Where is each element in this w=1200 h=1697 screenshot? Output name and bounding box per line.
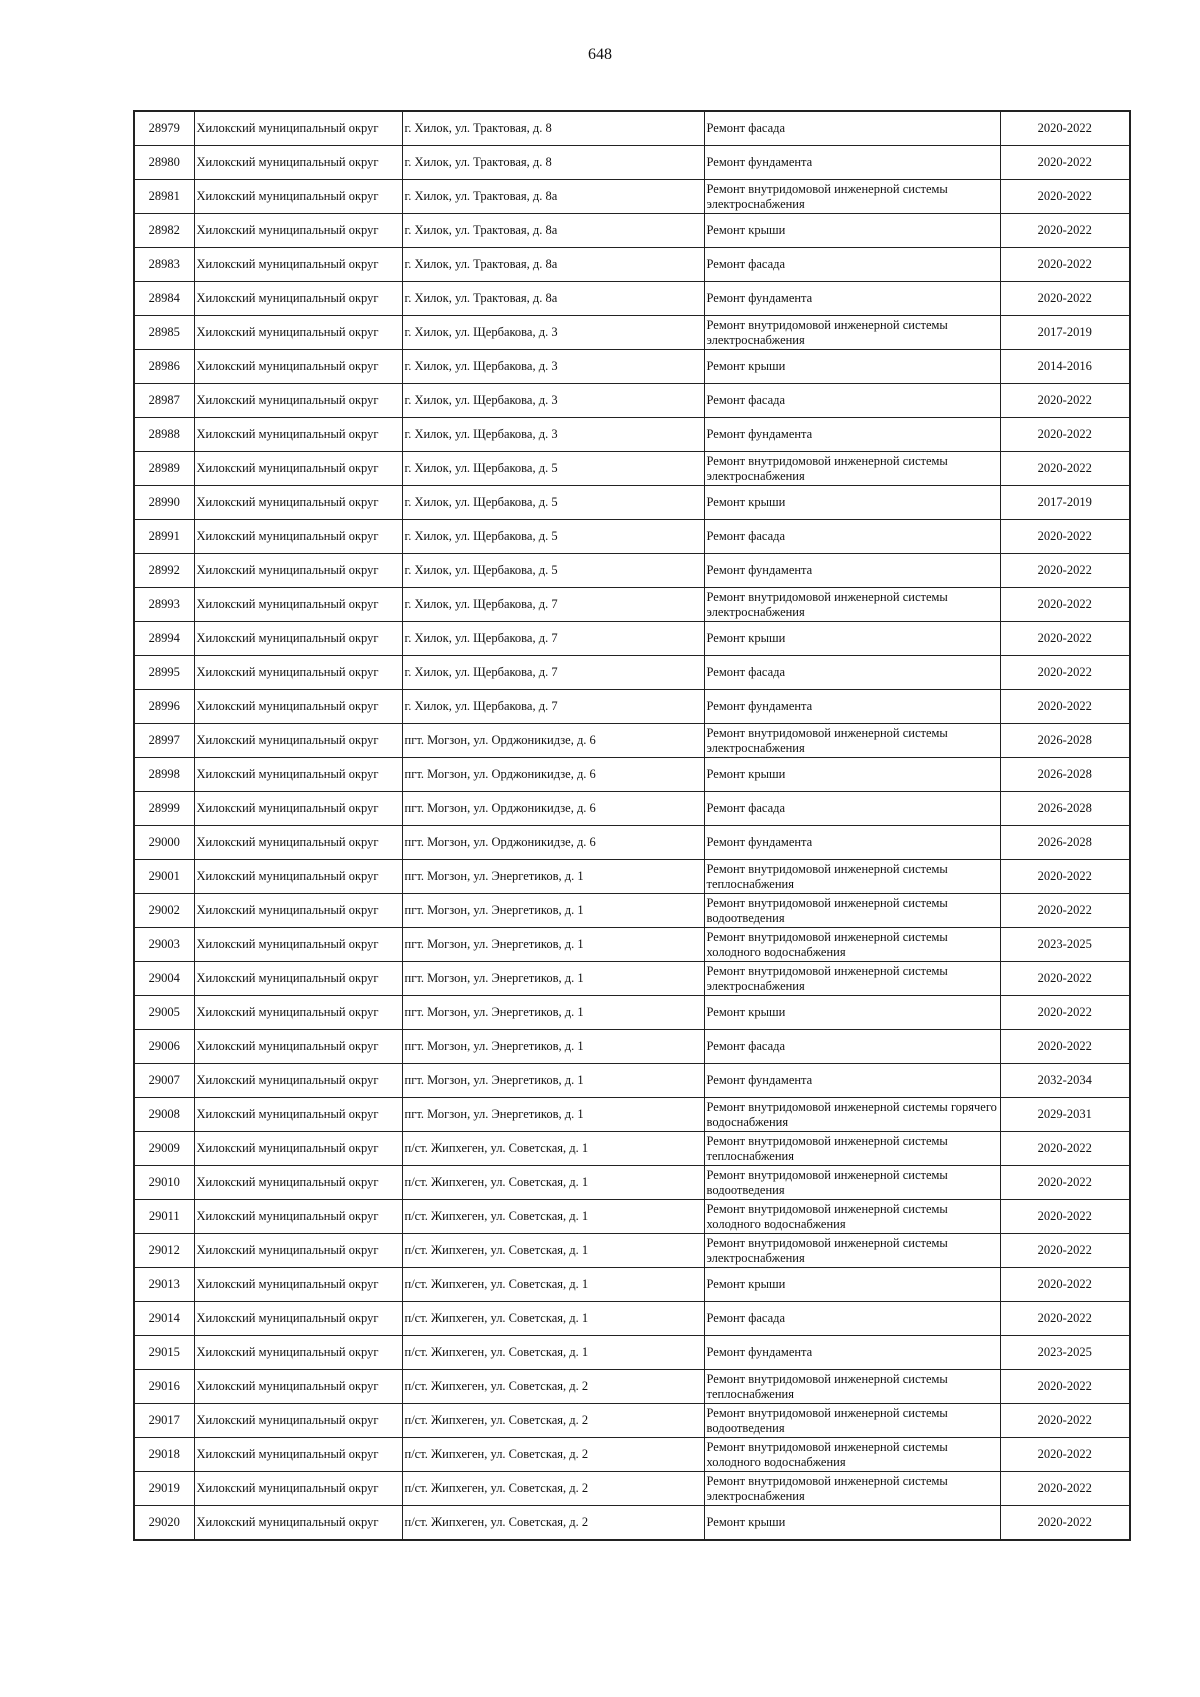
work-type-cell: Ремонт фасада <box>704 656 1000 690</box>
municipality-cell: Хилокский муниципальный округ <box>194 520 402 554</box>
municipality-cell: Хилокский муниципальный округ <box>194 724 402 758</box>
record-number-cell: 28987 <box>134 384 194 418</box>
record-number-cell: 29018 <box>134 1438 194 1472</box>
address-cell: г. Хилок, ул. Щербакова, д. 7 <box>402 588 704 622</box>
address-cell: г. Хилок, ул. Щербакова, д. 7 <box>402 622 704 656</box>
period-cell: 2017-2019 <box>1000 316 1130 350</box>
period-cell: 2020-2022 <box>1000 996 1130 1030</box>
municipality-cell: Хилокский муниципальный округ <box>194 1268 402 1302</box>
period-cell: 2020-2022 <box>1000 1438 1130 1472</box>
record-number-cell: 28981 <box>134 180 194 214</box>
table-row <box>134 214 1130 248</box>
table-row <box>134 248 1130 282</box>
work-type-cell: Ремонт внутридомовой инженерной системы электроснабжения <box>704 588 1000 622</box>
municipality-cell: Хилокский муниципальный округ <box>194 1200 402 1234</box>
municipality-cell: Хилокский муниципальный округ <box>194 1370 402 1404</box>
period-cell: 2020-2022 <box>1000 860 1130 894</box>
municipality-cell: Хилокский муниципальный округ <box>194 1234 402 1268</box>
table-row <box>134 1166 1130 1200</box>
period-cell: 2020-2022 <box>1000 554 1130 588</box>
address-cell: пгт. Могзон, ул. Энергетиков, д. 1 <box>402 1030 704 1064</box>
municipality-cell: Хилокский муниципальный округ <box>194 996 402 1030</box>
record-number-cell: 29013 <box>134 1268 194 1302</box>
period-cell: 2017-2019 <box>1000 486 1130 520</box>
table-row <box>134 792 1130 826</box>
address-cell: г. Хилок, ул. Щербакова, д. 7 <box>402 690 704 724</box>
period-cell: 2020-2022 <box>1000 1472 1130 1506</box>
period-cell: 2020-2022 <box>1000 1200 1130 1234</box>
record-number-cell: 29008 <box>134 1098 194 1132</box>
work-type-cell: Ремонт внутридомовой инженерной системы электроснабжения <box>704 180 1000 214</box>
period-cell: 2014-2016 <box>1000 350 1130 384</box>
period-cell: 2026-2028 <box>1000 826 1130 860</box>
work-type-cell: Ремонт крыши <box>704 214 1000 248</box>
address-cell: пгт. Могзон, ул. Энергетиков, д. 1 <box>402 860 704 894</box>
period-cell: 2020-2022 <box>1000 418 1130 452</box>
period-cell: 2026-2028 <box>1000 724 1130 758</box>
table-body <box>134 111 1130 1540</box>
work-type-cell: Ремонт крыши <box>704 350 1000 384</box>
period-cell: 2020-2022 <box>1000 1302 1130 1336</box>
period-cell: 2026-2028 <box>1000 792 1130 826</box>
table-row <box>134 622 1130 656</box>
table-row <box>134 486 1130 520</box>
municipality-cell: Хилокский муниципальный округ <box>194 1438 402 1472</box>
period-cell: 2023-2025 <box>1000 1336 1130 1370</box>
address-cell: г. Хилок, ул. Щербакова, д. 5 <box>402 452 704 486</box>
table-row <box>134 928 1130 962</box>
municipality-cell: Хилокский муниципальный округ <box>194 860 402 894</box>
period-cell: 2032-2034 <box>1000 1064 1130 1098</box>
municipality-cell: Хилокский муниципальный округ <box>194 792 402 826</box>
record-number-cell: 29003 <box>134 928 194 962</box>
table-row <box>134 350 1130 384</box>
work-type-cell: Ремонт крыши <box>704 622 1000 656</box>
municipality-cell: Хилокский муниципальный округ <box>194 384 402 418</box>
address-cell: п/ст. Жипхеген, ул. Советская, д. 2 <box>402 1506 704 1541</box>
period-cell: 2020-2022 <box>1000 452 1130 486</box>
address-cell: г. Хилок, ул. Щербакова, д. 3 <box>402 316 704 350</box>
period-cell: 2020-2022 <box>1000 146 1130 180</box>
record-number-cell: 28993 <box>134 588 194 622</box>
work-type-cell: Ремонт фундамента <box>704 826 1000 860</box>
period-cell: 2020-2022 <box>1000 1132 1130 1166</box>
record-number-cell: 29004 <box>134 962 194 996</box>
period-cell: 2026-2028 <box>1000 758 1130 792</box>
table-row <box>134 1098 1130 1132</box>
work-type-cell: Ремонт внутридомовой инженерной системы теплоснабжения <box>704 1370 1000 1404</box>
table-row <box>134 1370 1130 1404</box>
municipality-cell: Хилокский муниципальный округ <box>194 146 402 180</box>
record-number-cell: 29005 <box>134 996 194 1030</box>
table-row <box>134 1438 1130 1472</box>
work-type-cell: Ремонт внутридомовой инженерной системы электроснабжения <box>704 452 1000 486</box>
record-number-cell: 28995 <box>134 656 194 690</box>
address-cell: г. Хилок, ул. Трактовая, д. 8а <box>402 248 704 282</box>
table-row <box>134 1234 1130 1268</box>
work-type-cell: Ремонт внутридомовой инженерной системы теплоснабжения <box>704 860 1000 894</box>
address-cell: г. Хилок, ул. Трактовая, д. 8а <box>402 214 704 248</box>
period-cell: 2020-2022 <box>1000 690 1130 724</box>
work-type-cell: Ремонт крыши <box>704 996 1000 1030</box>
municipality-cell: Хилокский муниципальный округ <box>194 1064 402 1098</box>
record-number-cell: 28998 <box>134 758 194 792</box>
municipality-cell: Хилокский муниципальный округ <box>194 418 402 452</box>
address-cell: г. Хилок, ул. Щербакова, д. 7 <box>402 656 704 690</box>
address-cell: г. Хилок, ул. Щербакова, д. 3 <box>402 418 704 452</box>
record-number-cell: 28985 <box>134 316 194 350</box>
record-number-cell: 29020 <box>134 1506 194 1541</box>
municipality-cell: Хилокский муниципальный округ <box>194 1404 402 1438</box>
period-cell: 2020-2022 <box>1000 622 1130 656</box>
municipality-cell: Хилокский муниципальный округ <box>194 111 402 146</box>
address-cell: г. Хилок, ул. Щербакова, д. 5 <box>402 554 704 588</box>
municipality-cell: Хилокский муниципальный округ <box>194 180 402 214</box>
page-number: 648 <box>588 46 612 63</box>
work-type-cell: Ремонт внутридомовой инженерной системы водоотведения <box>704 1166 1000 1200</box>
work-type-cell: Ремонт фасада <box>704 792 1000 826</box>
municipality-cell: Хилокский муниципальный округ <box>194 350 402 384</box>
period-cell: 2023-2025 <box>1000 928 1130 962</box>
municipality-cell: Хилокский муниципальный округ <box>194 214 402 248</box>
municipality-cell: Хилокский муниципальный округ <box>194 1132 402 1166</box>
municipality-cell: Хилокский муниципальный округ <box>194 1166 402 1200</box>
municipality-cell: Хилокский муниципальный округ <box>194 486 402 520</box>
municipality-cell: Хилокский муниципальный округ <box>194 316 402 350</box>
period-cell: 2020-2022 <box>1000 588 1130 622</box>
municipality-cell: Хилокский муниципальный округ <box>194 1506 402 1541</box>
address-cell: г. Хилок, ул. Трактовая, д. 8а <box>402 282 704 316</box>
record-number-cell: 28984 <box>134 282 194 316</box>
record-number-cell: 29010 <box>134 1166 194 1200</box>
period-cell: 2020-2022 <box>1000 520 1130 554</box>
work-type-cell: Ремонт фасада <box>704 111 1000 146</box>
work-type-cell: Ремонт фундамента <box>704 418 1000 452</box>
work-type-cell: Ремонт внутридомовой инженерной системы горячего водоснабжения <box>704 1098 1000 1132</box>
municipality-cell: Хилокский муниципальный округ <box>194 452 402 486</box>
municipality-cell: Хилокский муниципальный округ <box>194 928 402 962</box>
work-type-cell: Ремонт внутридомовой инженерной системы водоотведения <box>704 894 1000 928</box>
municipality-cell: Хилокский муниципальный округ <box>194 1098 402 1132</box>
address-cell: пгт. Могзон, ул. Энергетиков, д. 1 <box>402 1098 704 1132</box>
table-row <box>134 1064 1130 1098</box>
record-number-cell: 28980 <box>134 146 194 180</box>
work-type-cell: Ремонт внутридомовой инженерной системы электроснабжения <box>704 724 1000 758</box>
table-row <box>134 1030 1130 1064</box>
work-type-cell: Ремонт внутридомовой инженерной системы теплоснабжения <box>704 1132 1000 1166</box>
table-row <box>134 690 1130 724</box>
period-cell: 2020-2022 <box>1000 894 1130 928</box>
address-cell: п/ст. Жипхеген, ул. Советская, д. 1 <box>402 1132 704 1166</box>
work-type-cell: Ремонт фундамента <box>704 146 1000 180</box>
table-row <box>134 1506 1130 1541</box>
work-type-cell: Ремонт внутридомовой инженерной системы холодного водоснабжения <box>704 1200 1000 1234</box>
work-type-cell: Ремонт внутридомовой инженерной системы холодного водоснабжения <box>704 928 1000 962</box>
municipality-cell: Хилокский муниципальный округ <box>194 894 402 928</box>
repair-schedule-table <box>133 110 1131 1541</box>
table-row <box>134 724 1130 758</box>
work-type-cell: Ремонт внутридомовой инженерной системы водоотведения <box>704 1404 1000 1438</box>
record-number-cell: 29015 <box>134 1336 194 1370</box>
record-number-cell: 28988 <box>134 418 194 452</box>
table-row <box>134 1132 1130 1166</box>
municipality-cell: Хилокский муниципальный округ <box>194 1336 402 1370</box>
table-row <box>134 1472 1130 1506</box>
period-cell: 2020-2022 <box>1000 1370 1130 1404</box>
address-cell: п/ст. Жипхеген, ул. Советская, д. 1 <box>402 1268 704 1302</box>
table-row <box>134 996 1130 1030</box>
table-row <box>134 146 1130 180</box>
address-cell: п/ст. Жипхеген, ул. Советская, д. 2 <box>402 1438 704 1472</box>
work-type-cell: Ремонт фундамента <box>704 1336 1000 1370</box>
record-number-cell: 28979 <box>134 111 194 146</box>
address-cell: пгт. Могзон, ул. Орджоникидзе, д. 6 <box>402 826 704 860</box>
address-cell: г. Хилок, ул. Трактовая, д. 8 <box>402 146 704 180</box>
address-cell: пгт. Могзон, ул. Орджоникидзе, д. 6 <box>402 758 704 792</box>
record-number-cell: 29001 <box>134 860 194 894</box>
table-row <box>134 1200 1130 1234</box>
period-cell: 2020-2022 <box>1000 1030 1130 1064</box>
record-number-cell: 29017 <box>134 1404 194 1438</box>
municipality-cell: Хилокский муниципальный округ <box>194 1302 402 1336</box>
table-row <box>134 282 1130 316</box>
record-number-cell: 29007 <box>134 1064 194 1098</box>
record-number-cell: 28992 <box>134 554 194 588</box>
work-type-cell: Ремонт фасада <box>704 1030 1000 1064</box>
record-number-cell: 29019 <box>134 1472 194 1506</box>
record-number-cell: 29009 <box>134 1132 194 1166</box>
table-row <box>134 1404 1130 1438</box>
record-number-cell: 29011 <box>134 1200 194 1234</box>
address-cell: г. Хилок, ул. Трактовая, д. 8а <box>402 180 704 214</box>
record-number-cell: 28994 <box>134 622 194 656</box>
municipality-cell: Хилокский муниципальный округ <box>194 656 402 690</box>
work-type-cell: Ремонт внутридомовой инженерной системы электроснабжения <box>704 1234 1000 1268</box>
table-row <box>134 180 1130 214</box>
record-number-cell: 29014 <box>134 1302 194 1336</box>
table-row <box>134 111 1130 146</box>
table-row <box>134 588 1130 622</box>
address-cell: пгт. Могзон, ул. Энергетиков, д. 1 <box>402 996 704 1030</box>
work-type-cell: Ремонт фундамента <box>704 282 1000 316</box>
address-cell: г. Хилок, ул. Щербакова, д. 3 <box>402 350 704 384</box>
municipality-cell: Хилокский муниципальный округ <box>194 588 402 622</box>
period-cell: 2020-2022 <box>1000 282 1130 316</box>
municipality-cell: Хилокский муниципальный округ <box>194 962 402 996</box>
address-cell: п/ст. Жипхеген, ул. Советская, д. 2 <box>402 1404 704 1438</box>
table-row <box>134 860 1130 894</box>
municipality-cell: Хилокский муниципальный округ <box>194 282 402 316</box>
address-cell: п/ст. Жипхеген, ул. Советская, д. 2 <box>402 1370 704 1404</box>
record-number-cell: 28982 <box>134 214 194 248</box>
table-row <box>134 384 1130 418</box>
address-cell: п/ст. Жипхеген, ул. Советская, д. 1 <box>402 1200 704 1234</box>
table-row <box>134 452 1130 486</box>
period-cell: 2020-2022 <box>1000 962 1130 996</box>
work-type-cell: Ремонт крыши <box>704 1268 1000 1302</box>
period-cell: 2020-2022 <box>1000 1234 1130 1268</box>
table-row <box>134 418 1130 452</box>
municipality-cell: Хилокский муниципальный округ <box>194 1030 402 1064</box>
municipality-cell: Хилокский муниципальный округ <box>194 1472 402 1506</box>
record-number-cell: 28990 <box>134 486 194 520</box>
work-type-cell: Ремонт внутридомовой инженерной системы холодного водоснабжения <box>704 1438 1000 1472</box>
period-cell: 2020-2022 <box>1000 1166 1130 1200</box>
table-row <box>134 520 1130 554</box>
work-type-cell: Ремонт фасада <box>704 384 1000 418</box>
work-type-cell: Ремонт фундамента <box>704 690 1000 724</box>
municipality-cell: Хилокский муниципальный округ <box>194 690 402 724</box>
address-cell: пгт. Могзон, ул. Энергетиков, д. 1 <box>402 928 704 962</box>
table-row <box>134 1302 1130 1336</box>
record-number-cell: 29012 <box>134 1234 194 1268</box>
address-cell: г. Хилок, ул. Трактовая, д. 8 <box>402 111 704 146</box>
record-number-cell: 28991 <box>134 520 194 554</box>
table-row <box>134 962 1130 996</box>
table-row <box>134 894 1130 928</box>
record-number-cell: 28996 <box>134 690 194 724</box>
work-type-cell: Ремонт крыши <box>704 758 1000 792</box>
work-type-cell: Ремонт фасада <box>704 520 1000 554</box>
record-number-cell: 28986 <box>134 350 194 384</box>
address-cell: пгт. Могзон, ул. Энергетиков, д. 1 <box>402 1064 704 1098</box>
work-type-cell: Ремонт фундамента <box>704 1064 1000 1098</box>
table-row <box>134 1336 1130 1370</box>
period-cell: 2020-2022 <box>1000 384 1130 418</box>
work-type-cell: Ремонт крыши <box>704 1506 1000 1541</box>
record-number-cell: 29016 <box>134 1370 194 1404</box>
address-cell: г. Хилок, ул. Щербакова, д. 5 <box>402 520 704 554</box>
record-number-cell: 28997 <box>134 724 194 758</box>
table-row <box>134 656 1130 690</box>
work-type-cell: Ремонт внутридомовой инженерной системы электроснабжения <box>704 316 1000 350</box>
record-number-cell: 29006 <box>134 1030 194 1064</box>
period-cell: 2020-2022 <box>1000 180 1130 214</box>
work-type-cell: Ремонт крыши <box>704 486 1000 520</box>
address-cell: пгт. Могзон, ул. Энергетиков, д. 1 <box>402 894 704 928</box>
period-cell: 2029-2031 <box>1000 1098 1130 1132</box>
table-row <box>134 758 1130 792</box>
period-cell: 2020-2022 <box>1000 111 1130 146</box>
period-cell: 2020-2022 <box>1000 1268 1130 1302</box>
period-cell: 2020-2022 <box>1000 214 1130 248</box>
period-cell: 2020-2022 <box>1000 1404 1130 1438</box>
municipality-cell: Хилокский муниципальный округ <box>194 248 402 282</box>
address-cell: п/ст. Жипхеген, ул. Советская, д. 1 <box>402 1302 704 1336</box>
address-cell: г. Хилок, ул. Щербакова, д. 3 <box>402 384 704 418</box>
table-row <box>134 826 1130 860</box>
record-number-cell: 29000 <box>134 826 194 860</box>
period-cell: 2020-2022 <box>1000 1506 1130 1541</box>
address-cell: пгт. Могзон, ул. Энергетиков, д. 1 <box>402 962 704 996</box>
address-cell: пгт. Могзон, ул. Орджоникидзе, д. 6 <box>402 792 704 826</box>
work-type-cell: Ремонт фасада <box>704 248 1000 282</box>
address-cell: п/ст. Жипхеген, ул. Советская, д. 1 <box>402 1336 704 1370</box>
municipality-cell: Хилокский муниципальный округ <box>194 826 402 860</box>
address-cell: пгт. Могзон, ул. Орджоникидзе, д. 6 <box>402 724 704 758</box>
work-type-cell: Ремонт фундамента <box>704 554 1000 588</box>
record-number-cell: 28983 <box>134 248 194 282</box>
table-row <box>134 316 1130 350</box>
table-row <box>134 1268 1130 1302</box>
municipality-cell: Хилокский муниципальный округ <box>194 758 402 792</box>
table-row <box>134 554 1130 588</box>
municipality-cell: Хилокский муниципальный округ <box>194 554 402 588</box>
address-cell: г. Хилок, ул. Щербакова, д. 5 <box>402 486 704 520</box>
work-type-cell: Ремонт внутридомовой инженерной системы электроснабжения <box>704 1472 1000 1506</box>
record-number-cell: 28989 <box>134 452 194 486</box>
record-number-cell: 28999 <box>134 792 194 826</box>
record-number-cell: 29002 <box>134 894 194 928</box>
period-cell: 2020-2022 <box>1000 248 1130 282</box>
work-type-cell: Ремонт фасада <box>704 1302 1000 1336</box>
address-cell: п/ст. Жипхеген, ул. Советская, д. 2 <box>402 1472 704 1506</box>
municipality-cell: Хилокский муниципальный округ <box>194 622 402 656</box>
address-cell: п/ст. Жипхеген, ул. Советская, д. 1 <box>402 1166 704 1200</box>
period-cell: 2020-2022 <box>1000 656 1130 690</box>
address-cell: п/ст. Жипхеген, ул. Советская, д. 1 <box>402 1234 704 1268</box>
work-type-cell: Ремонт внутридомовой инженерной системы электроснабжения <box>704 962 1000 996</box>
